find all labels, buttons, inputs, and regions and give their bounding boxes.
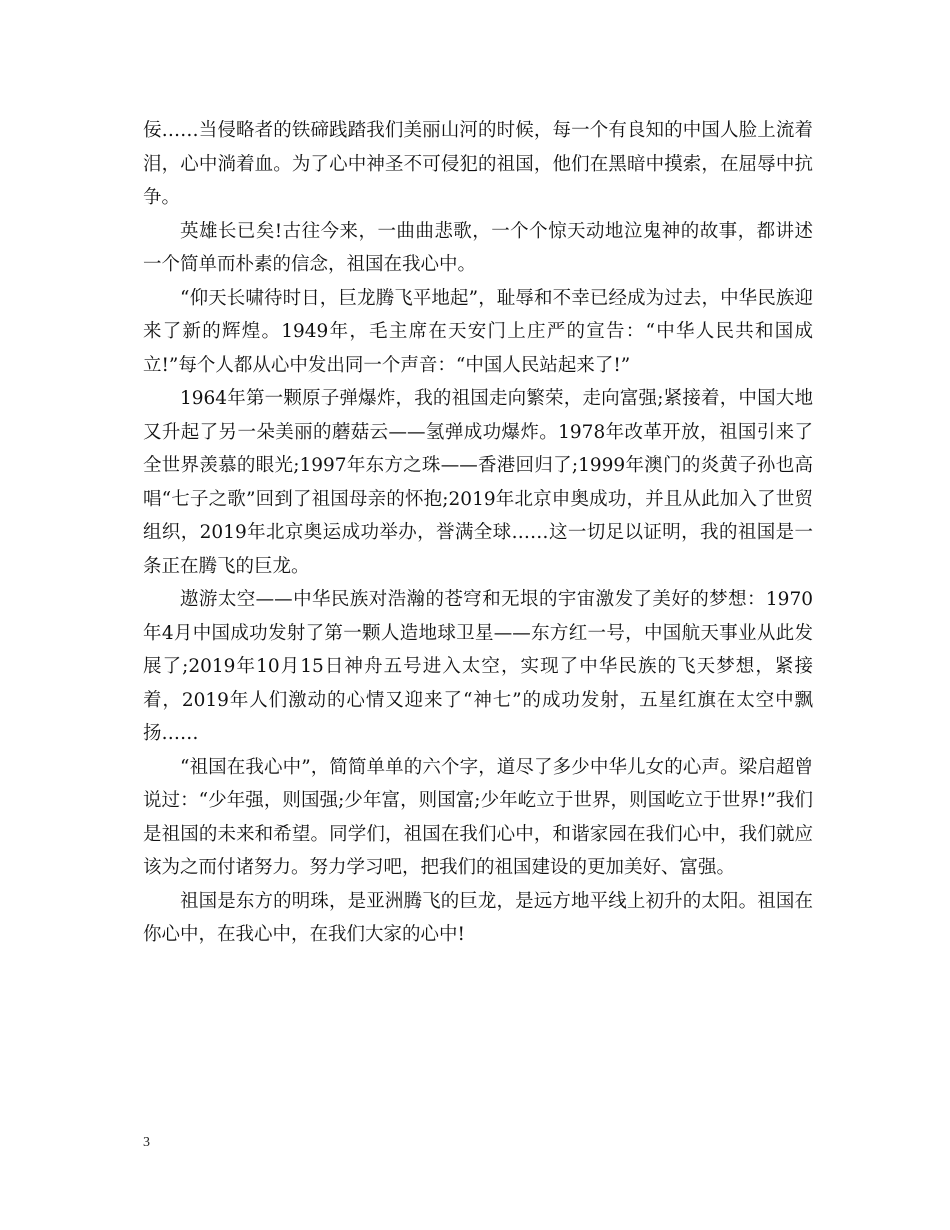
paragraph-7: 祖国是东方的明珠，是亚洲腾飞的巨龙，是远方地平线上初升的太阳。祖国在你心中，在我心中，在我们大家的心中! bbox=[143, 890, 813, 945]
document-body bbox=[143, 114, 813, 952]
page-number: 3 bbox=[143, 1135, 150, 1150]
paragraph-1: 佞……当侵略者的铁碲践踏我们美丽山河的时候，每一个有良知的中国人脸上流着泪，心中淌着血。为了心中神圣不可侵犯的祖国，他们在黑暗中摸索，在屈辱中抗争。 bbox=[143, 120, 813, 208]
paragraph-3: “仰天长啸待时日，巨龙腾飞平地起”，耻辱和不幸已经成为过去，中华民族迎来了新的辉煌。1949年，毛主席在天安门上庄严的宣告：“中华人民共和国成立!”每个人都从心中发出同一个声音：“中国人民站起来了!” bbox=[143, 287, 813, 376]
paragraph-4: 1964年第一颗原子弹爆炸，我的祖国走向繁荣，走向富强;紧接着，中国大地又升起了另一朵美丽的蘑菇云——氢弹成功爆炸。1978年改革开放，祖国引来了全世界羡慕的眼光;1997年东方之珠——香港回归了;1999年澳门的炎黄子孙也高唱“七子之歌”回到了祖国母亲的怀抱;2019年北京申奥成功，并且从此加入了世贸组织，2019年北京奥运成功举办，誉满全球……这一切足以证明，我的祖国是一条正在腾飞的巨龙。 bbox=[143, 388, 813, 577]
paragraph-6: “祖国在我心中”，简简单单的六个字，道尽了多少中华儿女的心声。梁启超曾说过：“少年强，则国强;少年富，则国富;少年屹立于世界，则国屹立于世界!”我们是祖国的未来和希望。同学们，祖国在我们心中，和谐家园在我们心中，我们就应该为之而付诸努力。努力学习吧，把我们的祖国建设的更加美好、富强。 bbox=[143, 756, 813, 878]
paragraph-2: 英雄长已矣!古往今来，一曲曲悲歌，一个个惊天动地泣鬼神的故事，都讲述一个简单而朴素的信念，祖国在我心中。 bbox=[143, 220, 813, 275]
paragraph-5: 遨游太空——中华民族对浩瀚的苍穹和无垠的宇宙激发了美好的梦想：1970年4月中国成功发射了第一颗人造地球卫星——东方红一号，中国航天事业从此发展了;2019年10月15日神舟五号进入太空，实现了中华民族的飞天梦想，紧接着，2019年人们激动的心情又迎来了“神七”的成功发射，五星红旗在太空中飘扬…… bbox=[143, 589, 813, 744]
